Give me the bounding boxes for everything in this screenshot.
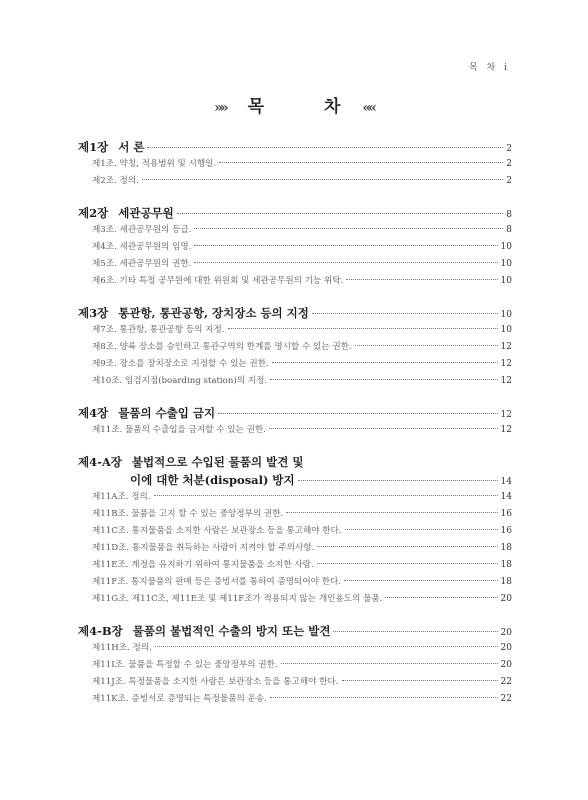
section-title: 제11G조. 제11C조, 제11E조 및 제11F조가 적용되지 않는 개인용도의 물품. xyxy=(92,594,383,604)
chapter-title: 서 론 xyxy=(118,140,145,154)
page-number: 16 xyxy=(500,509,512,519)
page-number: 10 xyxy=(500,310,512,320)
toc-section-entry[interactable] xyxy=(78,339,512,356)
dot-leader xyxy=(281,663,498,664)
toc-section-entry[interactable] xyxy=(78,540,512,557)
page-number: 12 xyxy=(500,425,512,435)
section-title: 제11E조. 계정을 유지하기 위하여 통지물품을 소지한 사람. xyxy=(92,560,314,570)
toc-chapter xyxy=(78,138,512,190)
section-title: 제4조. 세관공무원의 임명. xyxy=(92,242,192,252)
toc-section-entry[interactable] xyxy=(78,273,512,290)
page-number: 18 xyxy=(500,560,512,570)
toc-chapter xyxy=(78,622,512,708)
page-number: 20 xyxy=(500,660,512,670)
page-number: 20 xyxy=(500,643,512,653)
toc-section-entry[interactable] xyxy=(78,422,512,439)
page-number: 22 xyxy=(500,677,512,687)
toc-chapter xyxy=(78,453,512,608)
chapter-title-line-2: 이에 대한 처분(disposal) 방지 xyxy=(130,473,295,487)
dot-leader xyxy=(194,245,497,246)
dot-leader xyxy=(194,228,503,229)
toc-section-entry[interactable] xyxy=(78,356,512,373)
page-number: 18 xyxy=(500,543,512,553)
section-title: 제8조. 양륙 장소를 승인하고 통관구역의 한계를 명시할 수 있는 권한. xyxy=(92,342,352,352)
section-title: 제11A조. 정의. xyxy=(92,492,151,502)
dot-leader xyxy=(385,597,497,598)
dot-leader xyxy=(342,680,498,681)
toc-section-entry[interactable] xyxy=(78,674,512,691)
dot-leader xyxy=(344,580,498,581)
double-arrow-left-icon: «« xyxy=(362,100,374,116)
dot-leader xyxy=(269,428,498,429)
dot-leader xyxy=(298,480,498,481)
section-title: 제11H조. 정의. xyxy=(92,643,152,653)
page-number: 12 xyxy=(500,359,512,369)
section-title: 제11조. 물품의 수출입을 금지할 수 있는 권한. xyxy=(92,425,266,435)
chapter-number: 제2장 xyxy=(78,206,109,220)
dot-leader xyxy=(312,313,498,314)
chapter-number: 제3장 xyxy=(78,306,109,320)
page-number: 2 xyxy=(506,144,512,154)
section-title: 제11B조. 물품을 고지 할 수 있는 중앙정부의 권한. xyxy=(92,509,284,519)
page-number: 2 xyxy=(506,176,512,186)
section-title: 제11I조. 물품을 특정할 수 있는 중앙정부의 권한. xyxy=(92,660,278,670)
section-title: 제1조. 약칭, 적용범위 및 시행일. xyxy=(92,159,217,169)
toc-section-entry[interactable] xyxy=(78,640,512,657)
section-title: 제11D조. 통지물품을 취득하는 사람이 지켜야 할 주의사항. xyxy=(92,543,315,553)
dot-leader xyxy=(270,379,497,380)
page-number: 16 xyxy=(500,526,512,536)
chapter-heading[interactable] xyxy=(78,404,512,422)
page-number: 10 xyxy=(500,276,512,286)
page-number: 10 xyxy=(500,242,512,252)
dot-leader xyxy=(317,563,498,564)
page-number: 14 xyxy=(500,492,512,502)
dot-leader xyxy=(355,345,498,346)
section-title: 제11C조. 통지물품을 소지한 사람은 보관장소 등을 통고해야 한다. xyxy=(92,526,342,536)
dot-leader xyxy=(142,179,503,180)
dot-leader xyxy=(218,413,497,414)
toc-section-entry[interactable] xyxy=(78,657,512,674)
chapter-number: 제4장 xyxy=(78,406,109,420)
page-number: 8 xyxy=(506,210,512,220)
toc-section-entry[interactable] xyxy=(78,574,512,591)
page-number: 12 xyxy=(500,376,512,386)
section-title: 제9조. 장소를 장치장소로 지정할 수 있는 권한. xyxy=(92,359,269,369)
page-number: 18 xyxy=(500,577,512,587)
toc-section-entry[interactable] xyxy=(78,506,512,523)
toc-chapter xyxy=(78,304,512,390)
toc-section-entry[interactable] xyxy=(78,591,512,608)
dot-leader xyxy=(270,697,498,698)
section-title: 제11K조. 증빙서로 증명되는 특정물품의 운송. xyxy=(92,694,267,704)
toc-chapter xyxy=(78,204,512,290)
toc-section-entry[interactable] xyxy=(78,691,512,708)
page-number: 22 xyxy=(500,694,512,704)
section-title: 제10조. 임검지점(boarding station)의 지정. xyxy=(92,376,268,386)
chapter-number: 제4-A장 xyxy=(78,455,122,469)
dot-leader xyxy=(154,495,498,496)
page-number: 14 xyxy=(500,477,512,487)
dot-leader xyxy=(286,512,497,513)
page-number: 12 xyxy=(500,410,512,420)
section-title: 제5조. 세관공무원의 권한. xyxy=(92,259,192,269)
section-title: 제6조. 기타 특정 공무원에 대한 위원회 및 세관공무원의 기능 위탁. xyxy=(92,276,344,286)
page-number: 10 xyxy=(500,259,512,269)
toc-chapter xyxy=(78,404,512,439)
page-number: 20 xyxy=(500,594,512,604)
dot-leader xyxy=(317,546,497,547)
page-number: 2 xyxy=(506,159,512,169)
dot-leader xyxy=(219,162,503,163)
chapter-heading[interactable] xyxy=(78,622,512,640)
toc-title xyxy=(0,92,588,117)
dot-leader xyxy=(345,529,498,530)
double-arrow-right-icon: »» xyxy=(214,100,226,116)
dot-leader xyxy=(194,262,497,263)
chapter-heading[interactable] xyxy=(78,304,512,322)
section-title: 제11J조. 특정물품을 소지한 사람은 보관장소 등을 통고해야 한다. xyxy=(92,677,339,687)
toc-title-word-1: 목 xyxy=(247,97,264,117)
page-number: 8 xyxy=(506,225,512,235)
dot-leader xyxy=(228,328,498,329)
section-title: 제11F조. 통지물품의 판매 등은 증빙서를 통하여 증명되어야 한다. xyxy=(92,577,342,587)
toc-section-entry[interactable] xyxy=(78,322,512,339)
dot-leader xyxy=(272,362,498,363)
toc-section-entry[interactable] xyxy=(78,523,512,540)
toc-section-entry[interactable] xyxy=(78,239,512,256)
chapter-title: 불법적으로 수입된 물품의 발견 및 xyxy=(131,455,304,469)
toc-section-entry[interactable] xyxy=(78,156,512,173)
toc-section-entry[interactable] xyxy=(78,256,512,273)
chapter-heading[interactable] xyxy=(78,138,512,156)
section-title: 제7조. 통관항, 통관공항 등의 지정. xyxy=(92,325,225,335)
running-header: 목 차 i xyxy=(469,63,510,73)
chapter-title: 물품의 수출입 금지 xyxy=(118,406,216,420)
dot-leader xyxy=(155,646,498,647)
section-title: 제3조. 세관공무원의 등급. xyxy=(92,225,192,235)
dot-leader xyxy=(333,631,497,632)
toc-section-entry[interactable] xyxy=(78,373,512,390)
chapter-title: 통관항, 통관공항, 장치장소 등의 지정 xyxy=(118,306,309,320)
chapter-number: 제1장 xyxy=(78,140,109,154)
dot-leader xyxy=(177,213,503,214)
chapter-heading[interactable] xyxy=(78,204,512,222)
toc-section-entry[interactable] xyxy=(78,222,512,239)
toc-section-entry[interactable] xyxy=(78,173,512,190)
chapter-heading[interactable] xyxy=(78,453,512,489)
toc-section-entry[interactable] xyxy=(78,489,512,506)
toc-title-word-2: 차 xyxy=(324,97,341,117)
chapter-title: 세관공무원 xyxy=(118,206,174,220)
section-title: 제2조. 정의. xyxy=(92,176,139,186)
page-number: 12 xyxy=(500,342,512,352)
table-of-contents xyxy=(78,138,512,722)
dot-leader xyxy=(147,147,503,148)
dot-leader xyxy=(346,279,497,280)
page-number: 10 xyxy=(500,325,512,335)
page-number: 20 xyxy=(500,628,512,638)
chapter-number: 제4-B장 xyxy=(78,624,123,638)
toc-section-entry[interactable] xyxy=(78,557,512,574)
chapter-title: 물품의 불법적인 수출의 방지 또는 발견 xyxy=(132,624,331,638)
